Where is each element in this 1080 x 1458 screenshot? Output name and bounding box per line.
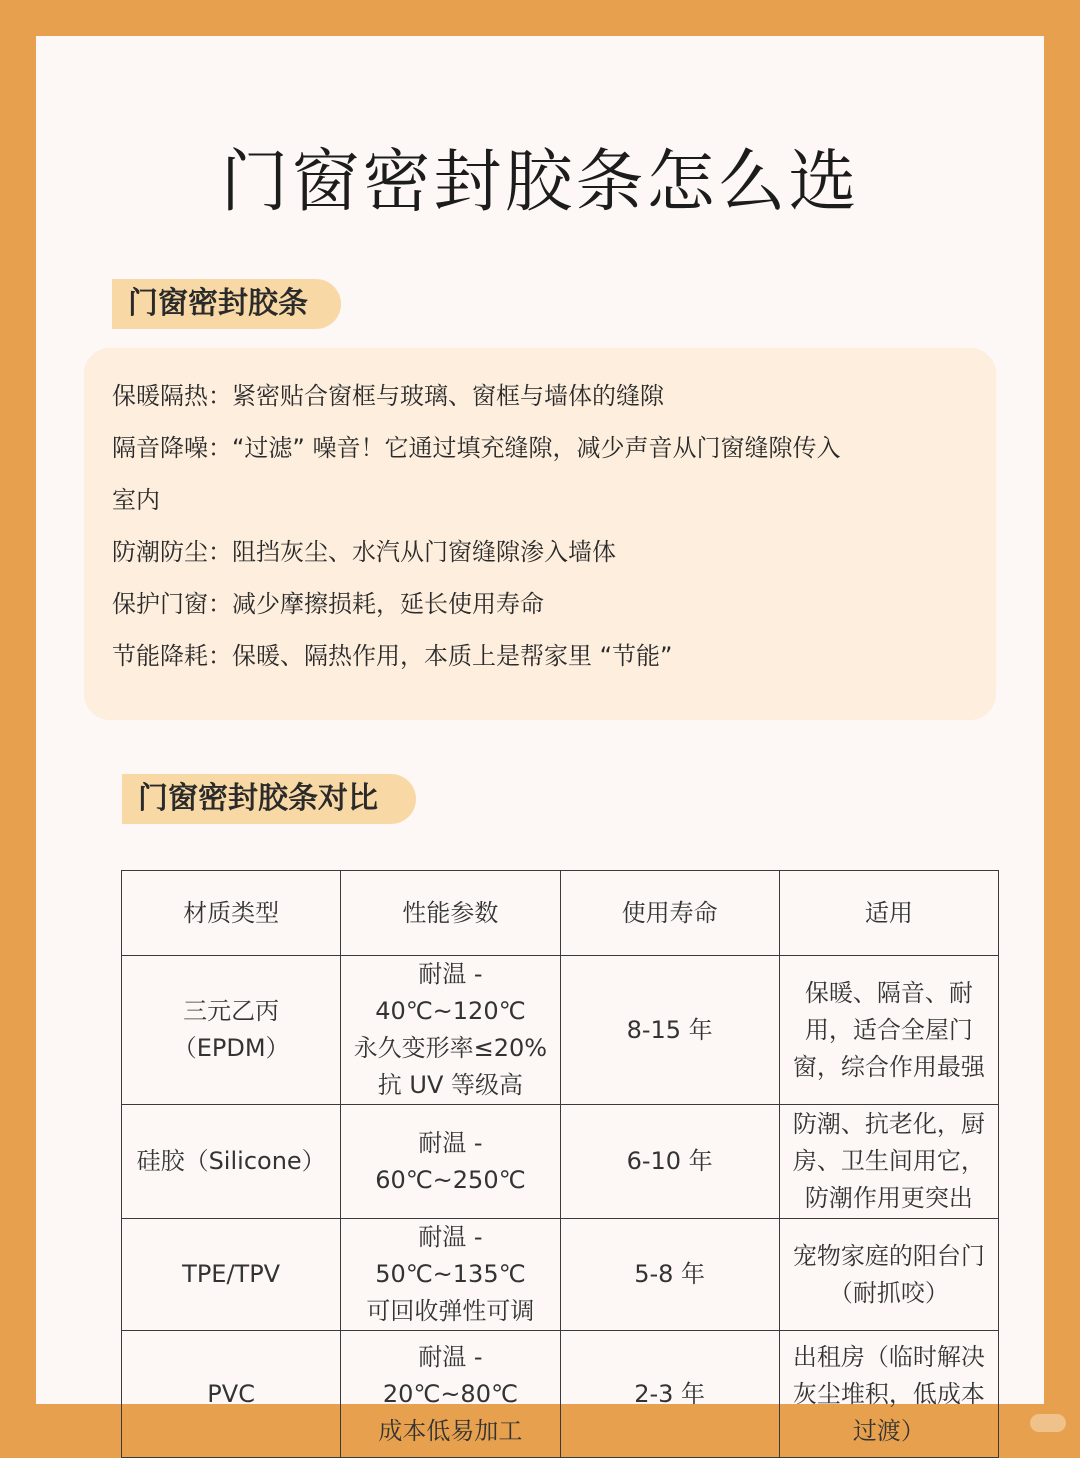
cell-material (122, 1331, 341, 1458)
cell-line: 出租房（临时解决 (792, 1342, 985, 1371)
table-header-row (122, 871, 999, 956)
cell-life: 5-8 年 (560, 1219, 779, 1331)
cell-params (341, 1219, 560, 1331)
cell-line: 耐温 - 40℃~120℃ (375, 960, 526, 1025)
cell-line: 抗 UV 等级高 (377, 1071, 523, 1099)
cell-params (341, 956, 560, 1105)
cell-line: 过渡） (852, 1416, 925, 1445)
cell-line: 耐温 - 60℃~250℃ (375, 1128, 526, 1194)
table-row (122, 1105, 999, 1219)
cell-usage (779, 1331, 998, 1458)
cell-params (341, 1105, 560, 1219)
header-usage: 适用 (779, 871, 998, 956)
table-row (122, 1219, 999, 1331)
comparison-table (121, 870, 999, 1458)
features-card (84, 348, 996, 720)
cell-line: （耐抓咬） (828, 1278, 949, 1307)
page-title: 门窗密封胶条怎么选 (220, 143, 860, 222)
feature-line: 保暖隔热：紧密贴合窗框与玻璃、窗框与墙体的缝隙 (112, 382, 664, 410)
header-params: 性能参数 (341, 871, 560, 956)
cell-line: 成本低易加工 (378, 1416, 523, 1445)
cell-line: 房、卫生间用它， (792, 1147, 985, 1175)
cell-line: 用，适合全屋门 (804, 1015, 973, 1044)
cell-usage (779, 1105, 998, 1219)
feature-line: 隔音降噪：“过滤” 噪音！它通过填充缝隙，减少声音从门窗缝隙传入 (112, 434, 841, 462)
cell-line: 可回收弹性可调 (366, 1297, 535, 1325)
feature-line: 保护门窗：减少摩擦损耗，延长使用寿命 (112, 590, 544, 618)
cell-line: TPE/TPV (182, 1260, 281, 1288)
cell-usage (779, 1219, 998, 1331)
header-material: 材质类型 (122, 871, 341, 956)
page-sheet (36, 36, 1044, 1445)
cell-material (122, 956, 341, 1105)
cell-line: （EPDM） (172, 1034, 290, 1062)
cell-life: 6-10 年 (560, 1105, 779, 1219)
header-life: 使用寿命 (560, 871, 779, 956)
watermark-badge (1030, 1414, 1066, 1432)
cell-line: 窗，综合作用最强 (792, 1052, 985, 1081)
cell-material (122, 1105, 341, 1219)
cell-line: 三元乙丙 (183, 997, 280, 1025)
cell-line: 耐温 - 50℃~135℃ (375, 1223, 526, 1288)
cell-line: 防潮、抗老化，厨 (792, 1110, 985, 1138)
feature-line: 节能降耗：保暖、隔热作用，本质上是帮家里 “节能” (112, 642, 673, 670)
feature-line: 防潮防尘：阻挡灰尘、水汽从门窗缝隙渗入墙体 (112, 538, 616, 566)
cell-params (341, 1331, 560, 1458)
section-tag-comparison: 门窗密封胶条对比 (122, 774, 416, 824)
cell-line: 保暖、隔音、耐 (804, 978, 973, 1007)
feature-line: 室内 (112, 486, 160, 514)
cell-life: 2-3 年 (560, 1331, 779, 1458)
cell-line: 永久变形率≤20% (353, 1034, 548, 1062)
table-row (122, 1331, 999, 1458)
cell-line: 防潮作用更突出 (804, 1184, 973, 1212)
cell-life: 8-15 年 (560, 956, 779, 1105)
cell-line: 硅胶（Silicone） (136, 1147, 326, 1175)
cell-line: 宠物家庭的阳台门 (792, 1241, 985, 1270)
cell-material (122, 1219, 341, 1331)
cell-line: 耐温 - 20℃~80℃ (382, 1342, 518, 1408)
cell-line: 灰尘堆积，低成本 (792, 1379, 985, 1408)
cell-usage (779, 956, 998, 1105)
cell-line: PVC (207, 1379, 255, 1408)
table-row (122, 956, 999, 1105)
section-tag-features: 门窗密封胶条 (112, 279, 341, 329)
